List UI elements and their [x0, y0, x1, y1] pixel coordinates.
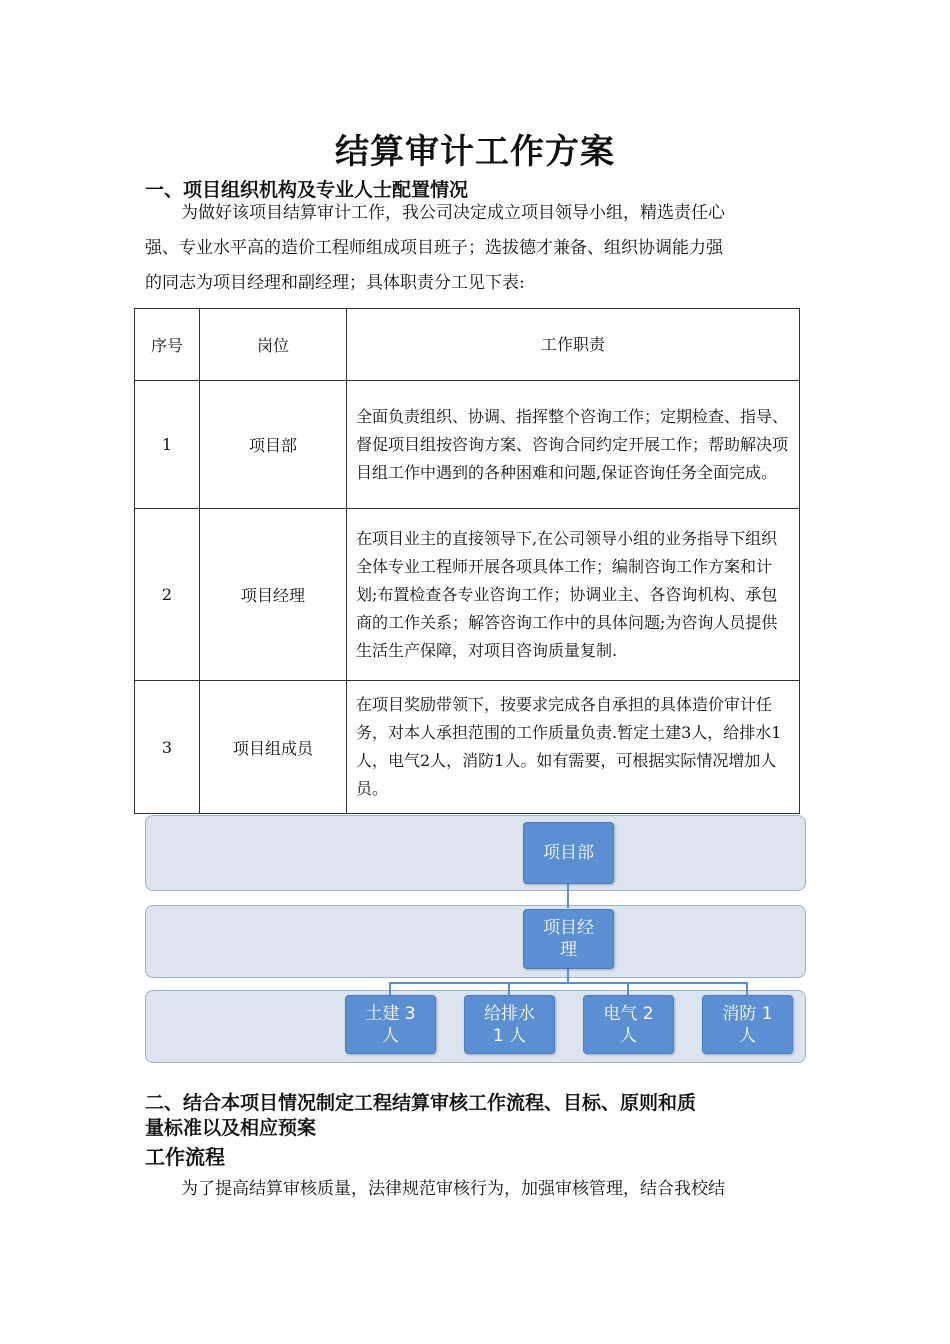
row-duty: 在项目业主的直接领导下,在公司领导小组的业务指导下组织全体专业工程师开展各项具体工作；编制咨询工作方案和计划;布置检查各专业咨询工作；协调业主、各咨询机构、承包商的工作关系；解答咨询工作中的具体问题;为咨询人员提供生活生产保障，对项目咨询质量复制.: [347, 509, 800, 681]
connector-line: [746, 982, 748, 995]
node-label: 电气 2: [603, 1003, 654, 1024]
connector-line: [567, 882, 569, 908]
node-label: 人: [381, 1025, 399, 1046]
row-no: 1: [135, 381, 200, 509]
node-label: 消防 1: [722, 1003, 773, 1024]
node-label: 1 人: [492, 1025, 527, 1046]
node-label: 土建 3: [365, 1003, 416, 1024]
table-row: [135, 509, 800, 681]
paragraph-line: 的同志为项目经理和副经理；具体职责分工见下表:: [145, 273, 525, 293]
org-band-top: [145, 815, 806, 891]
org-node-project-manager: [523, 909, 614, 969]
heading-line: 量标准以及相应预案: [145, 1117, 317, 1139]
org-node-civil: [345, 995, 436, 1054]
org-node-project-dept: [523, 822, 614, 884]
section1-paragraph: [145, 196, 807, 301]
row-duty: 全面负责组织、协调、指挥整个咨询工作；定期检查、指导、督促项目组按咨询方案、咨询合同约定开展工作；帮助解决项目组工作中遇到的各种困难和问题,保证咨询任务全面完成。: [347, 381, 800, 509]
node-label: 人: [738, 1025, 756, 1046]
connector-line: [389, 982, 747, 984]
org-band-middle: [145, 905, 806, 978]
node-label: 人: [619, 1025, 637, 1046]
node-label: 给排水: [484, 1003, 535, 1024]
connector-line: [389, 982, 391, 995]
header-duty: 工作职责: [347, 309, 800, 381]
org-node-electrical: [583, 995, 674, 1054]
document-title: 结算审计工作方案: [335, 132, 615, 172]
row-post: 项目组成员: [200, 681, 347, 814]
duty-table: [134, 308, 800, 814]
row-no: 3: [135, 681, 200, 814]
section2-paragraph: [145, 1172, 807, 1207]
subheading-workflow: 工作流程: [145, 1145, 225, 1169]
section2-heading: [145, 1091, 696, 1141]
connector-line: [627, 982, 629, 995]
row-post: 项目经理: [200, 509, 347, 681]
paragraph-line: 为做好该项目结算审计工作，我公司决定成立项目领导小组，精选责任心: [181, 203, 725, 223]
row-duty: 在项目奖励带领下，按要求完成各自承担的具体造价审计任务，对本人承担范围的工作质量负责.暂定土建3人，给排水1人，电气2人，消防1人。如有需要，可根据实际情况增加人员。: [347, 681, 800, 814]
header-no: 序号: [135, 309, 200, 381]
org-node-fire: [702, 995, 793, 1054]
section1-heading: 一、项目组织机构及专业人士配置情况: [145, 179, 469, 201]
header-post: 岗位: [200, 309, 347, 381]
node-label: 项目经: [543, 918, 594, 938]
node-label: 理: [560, 940, 577, 960]
paragraph-line: 为了提高结算审核质量，法律规范审核行为，加强审核管理，结合我校结: [181, 1179, 725, 1199]
connector-line: [508, 982, 510, 995]
connector-line: [567, 967, 569, 983]
heading-line: 二、结合本项目情况制定工程结算审核工作流程、目标、原则和质: [145, 1092, 697, 1114]
node-label: 项目部: [543, 843, 594, 863]
row-no: 2: [135, 509, 200, 681]
row-post: 项目部: [200, 381, 347, 509]
table-row: [135, 681, 800, 814]
table-header-row: [135, 309, 800, 381]
org-node-plumbing: [464, 995, 555, 1054]
table-row: [135, 381, 800, 509]
paragraph-line: 强、专业水平高的造价工程师组成项目班子；选拔德才兼备、组织协调能力强: [145, 238, 723, 258]
